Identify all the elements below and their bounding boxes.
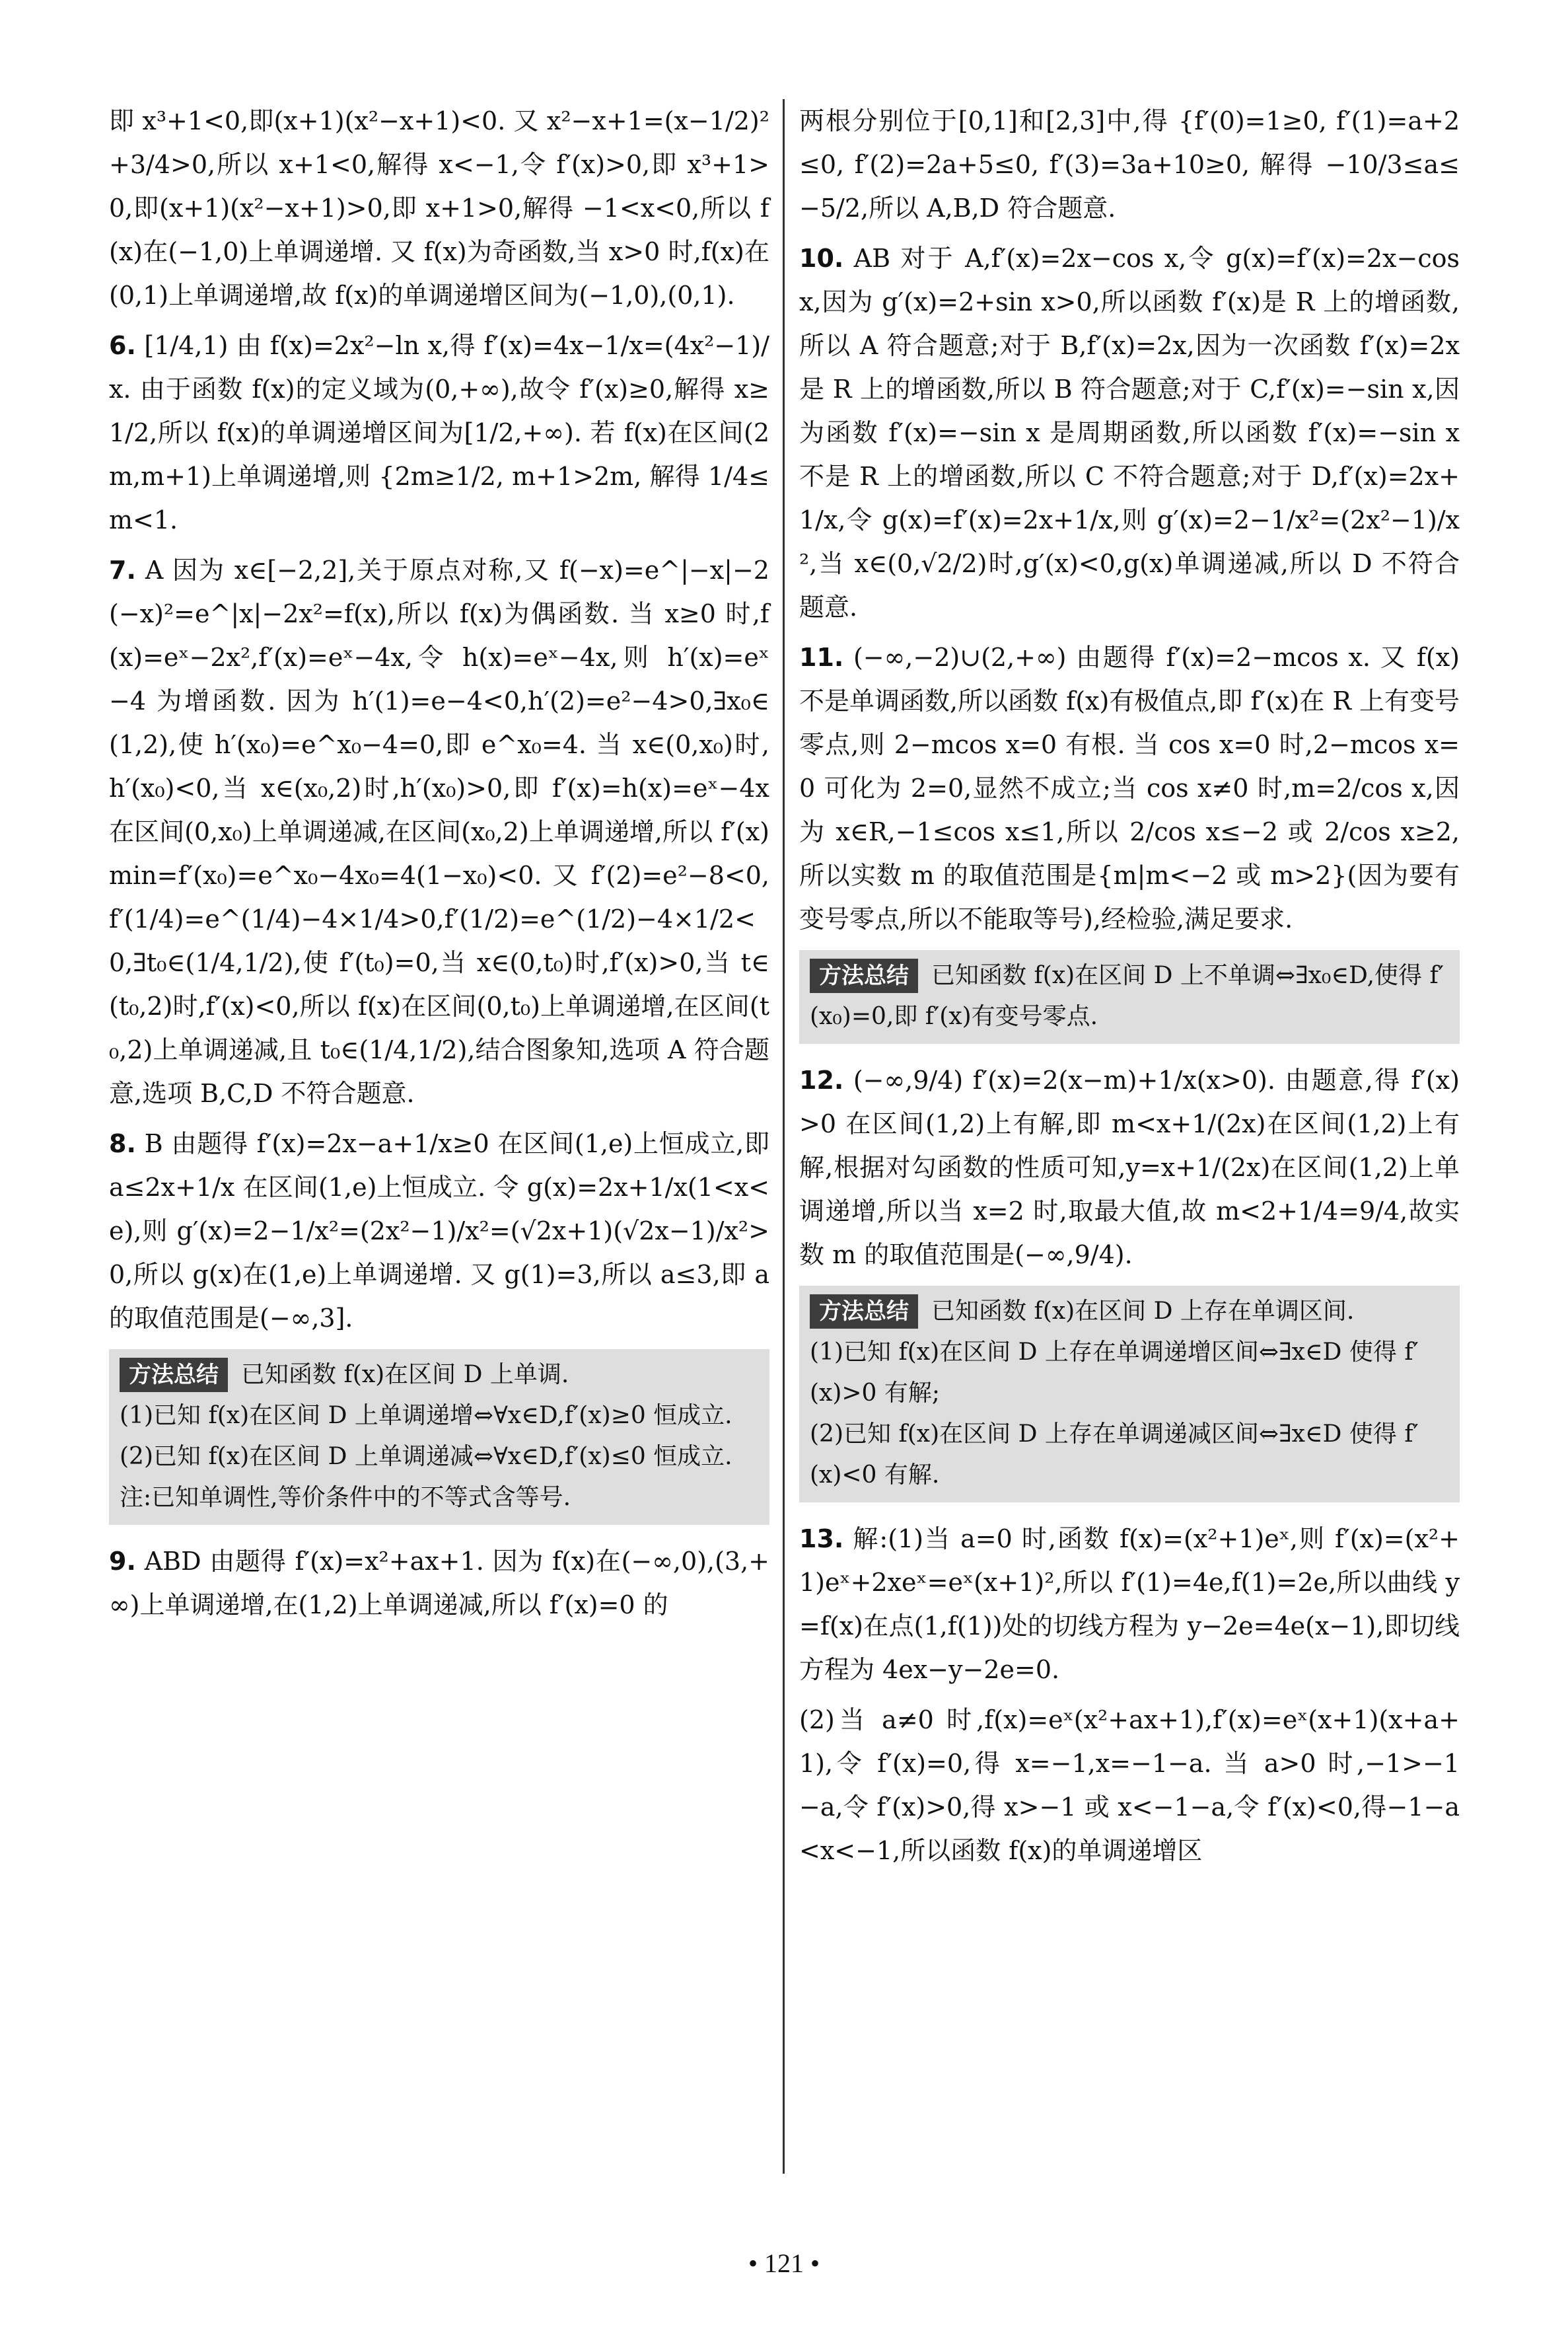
answer-text: 即 x³+1<0,即(x+1)(x²−x+1)<0. 又 x²−x+1=(x−1/2)²+3/4>0,所以 x+1<0,解得 x<−1,令 f′(x)>0,即 x³+1>0,即(x+1)(x²−x+1)>0,即 x+1>0,解得 −1<x<0,所以 f(x)在(−1,0)上单调递增. 又 f(x)为奇函数,当 x>0 时,f(x)在(0,1)上单调递增,故 f(x)的单调递增区间为(−1,0),(0,1). [109,106,769,310]
method-summary-box [799,1286,1460,1502]
answer-item [109,1122,769,1340]
answer-item [109,324,769,542]
question-number: 11. [799,643,844,672]
text-paragraph [109,99,769,317]
text-paragraph [799,99,1460,230]
question-number: 7. [109,556,136,585]
method-summary-line: (1)已知 f(x)在区间 D 上存在单调递增区间⇔∃x∈D 使得 f′(x)>0 有解; [810,1339,1419,1407]
method-summary-title: 已知函数 f(x)在区间 D 上单调. [241,1361,569,1388]
column-divider [783,99,785,2174]
answer-item [799,1517,1460,1691]
answer-item [799,636,1460,941]
answer-text: ABD 由题得 f′(x)=x²+ax+1. 因为 f(x)在(−∞,0),(3,+∞)上单调递增,在(1,2)上单调递减,所以 f′(x)=0 的 [109,1547,769,1619]
answer-text: [1/4,1) 由 f(x)=2x²−ln x,得 f′(x)=4x−1/x=(4x²−1)/x. 由于函数 f(x)的定义域为(0,+∞),故令 f′(x)≥0,解得 x≥1/2,所以 f(x)的单调递增区间为[1/2,+∞). 若 f(x)在区间(2m,m+1)上单调递增,则 {2m≥1/2, m+1>2m, 解得 1/4≤m<1. [109,331,769,535]
method-summary-line: (2)已知 f(x)在区间 D 上单调递减⇔∀x∈D,f′(x)≤0 恒成立. [120,1443,732,1470]
text-paragraph [799,1698,1460,1872]
method-summary-title: 已知函数 f(x)在区间 D 上存在单调区间. [931,1298,1355,1325]
answer-item [109,548,769,1115]
left-column [109,99,769,1633]
page-number: • 121 • [748,2248,820,2278]
method-summary-tag: 方法总结 [810,959,918,993]
method-summary-box [109,1349,769,1525]
answer-item [799,237,1460,629]
answer-text: 解:(1)当 a=0 时,函数 f(x)=(x²+1)eˣ,则 f′(x)=(x²+1)eˣ+2xeˣ=eˣ(x+1)²,所以 f′(1)=4e,f(1)=2e,所以曲线 y=f(x)在点(1,f(1))处的切线方程为 y−2e=4e(x−1),即切线方程为 4ex−y−2e=0. [799,1524,1460,1684]
answer-item [109,1539,769,1627]
method-summary-tag: 方法总结 [810,1294,918,1329]
answer-item [799,1058,1460,1276]
question-number: 13. [799,1524,844,1553]
question-number: 8. [109,1129,136,1158]
question-number: 6. [109,331,136,360]
answer-text: (2)当 a≠0 时,f(x)=eˣ(x²+ax+1),f′(x)=eˣ(x+1)(x+a+1),令 f′(x)=0,得 x=−1,x=−1−a. 当 a>0 时,−1>−1−a,令 f′(x)>0,得 x>−1 或 x<−1−a,令 f′(x)<0,得−1−a<x<−1,所以函数 f(x)的单调递增区 [799,1705,1460,1865]
answer-text: (−∞,9/4) f′(x)=2(x−m)+1/x(x>0). 由题意,得 f′(x)>0 在区间(1,2)上有解,即 m<x+1/(2x)在区间(1,2)上有解,根据对勾函数的性质可知,y=x+1/(2x)在区间(1,2)上单调递增,所以当 x=2 时,取最大值,故 m<2+1/4=9/4,故实数 m 的取值范围是(−∞,9/4). [799,1066,1460,1269]
method-summary-line: (1)已知 f(x)在区间 D 上单调递增⇔∀x∈D,f′(x)≥0 恒成立. [120,1402,732,1429]
method-summary-box [799,950,1460,1044]
right-column [799,99,1460,1879]
question-number: 12. [799,1066,844,1095]
answer-text: AB 对于 A,f′(x)=2x−cos x,令 g(x)=f′(x)=2x−cos x,因为 g′(x)=2+sin x>0,所以函数 f′(x)是 R 上的增函数,所以 A 符合题意;对于 B,f′(x)=2x,因为一次函数 f′(x)=2x 是 R 上的增函数,所以 B 符合题意;对于 C,f′(x)=−sin x,因为函数 f′(x)=−sin x 是周期函数,所以函数 f′(x)=−sin x 不是 R 上的增函数,所以 C 不符合题意;对于 D,f′(x)=2x+1/x,令 g(x)=f′(x)=2x+1/x,则 g′(x)=2−1/x²=(2x²−1)/x²,当 x∈(0,√2/2)时,g′(x)<0,g(x)单调递减,所以 D 不符合题意. [799,244,1460,622]
method-summary-tag: 方法总结 [120,1358,228,1392]
question-number: 9. [109,1547,136,1576]
answer-text: (−∞,−2)∪(2,+∞) 由题得 f′(x)=2−mcos x. 又 f(x)不是单调函数,所以函数 f(x)有极值点,即 f′(x)在 R 上有变号零点,则 2−mcos x=0 有根. 当 cos x=0 时,2−mcos x=0 可化为 2=0,显然不成立;当 cos x≠0 时,m=2/cos x,因为 x∈R,−1≤cos x≤1,所以 2/cos x≤−2 或 2/cos x≥2,所以实数 m 的取值范围是{m|m<−2 或 m>2}(因为要有变号零点,所以不能取等号),经检验,满足要求. [799,643,1460,934]
answer-text: A 因为 x∈[−2,2],关于原点对称,又 f(−x)=e^|−x|−2(−x)²=e^|x|−2x²=f(x),所以 f(x)为偶函数. 当 x≥0 时,f(x)=eˣ−2x²,f′(x)=eˣ−4x,令 h(x)=eˣ−4x,则 h′(x)=eˣ−4 为增函数. 因为 h′(1)=e−4<0,h′(2)=e²−4>0,∃x₀∈(1,2),使 h′(x₀)=e^x₀−4=0,即 e^x₀=4. 当 x∈(0,x₀)时,h′(x₀)<0,当 x∈(x₀,2)时,h′(x₀)>0,即 f′(x)=h(x)=eˣ−4x 在区间(0,x₀)上单调递减,在区间(x₀,2)上单调递增,所以 f′(x)min=f′(x₀)=e^x₀−4x₀=4(1−x₀)<0. 又 f′(2)=e²−8<0,f′(1/4)=e^(1/4)−4×1/4>0,f′(1/2)=e^(1/2)−4×1/2<0,∃t₀∈(1/4,1/2),使 f′(t₀)=0,当 x∈(0,t₀)时,f′(x)>0,当 t∈(t₀,2)时,f′(x)<0,所以 f(x)在区间(0,t₀)上单调递增,在区间(t₀,2)上单调递减,且 t₀∈(1/4,1/2),结合图象知,选项 A 符合题意,选项 B,C,D 不符合题意. [109,556,769,1108]
answer-text: 两根分别位于[0,1]和[2,3]中,得 {f′(0)=1≥0, f′(1)=a+2≤0, f′(2)=2a+5≤0, f′(3)=3a+10≥0, 解得 −10/3≤a≤−5/2,所以 A,B,D 符合题意. [799,106,1460,223]
method-summary-line: (2)已知 f(x)在区间 D 上存在单调递减区间⇔∃x∈D 使得 f′(x)<0 有解. [810,1421,1419,1489]
answer-text: B 由题得 f′(x)=2x−a+1/x≥0 在区间(1,e)上恒成立,即 a≤2x+1/x 在区间(1,e)上恒成立. 令 g(x)=2x+1/x(1<x<e),则 g′(x)=2−1/x²=(2x²−1)/x²=(√2x+1)(√2x−1)/x²>0,所以 g(x)在(1,e)上单调递增. 又 g(1)=3,所以 a≤3,即 a 的取值范围是(−∞,3]. [109,1129,769,1333]
method-summary-title: 已知函数 f(x)在区间 D 上不单调⇔∃x₀∈D,使得 f′(x₀)=0,即 f′(x)有变号零点. [810,962,1444,1030]
question-number: 10. [799,244,844,273]
method-summary-line: 注:已知单调性,等价条件中的不等式含等号. [120,1484,571,1511]
